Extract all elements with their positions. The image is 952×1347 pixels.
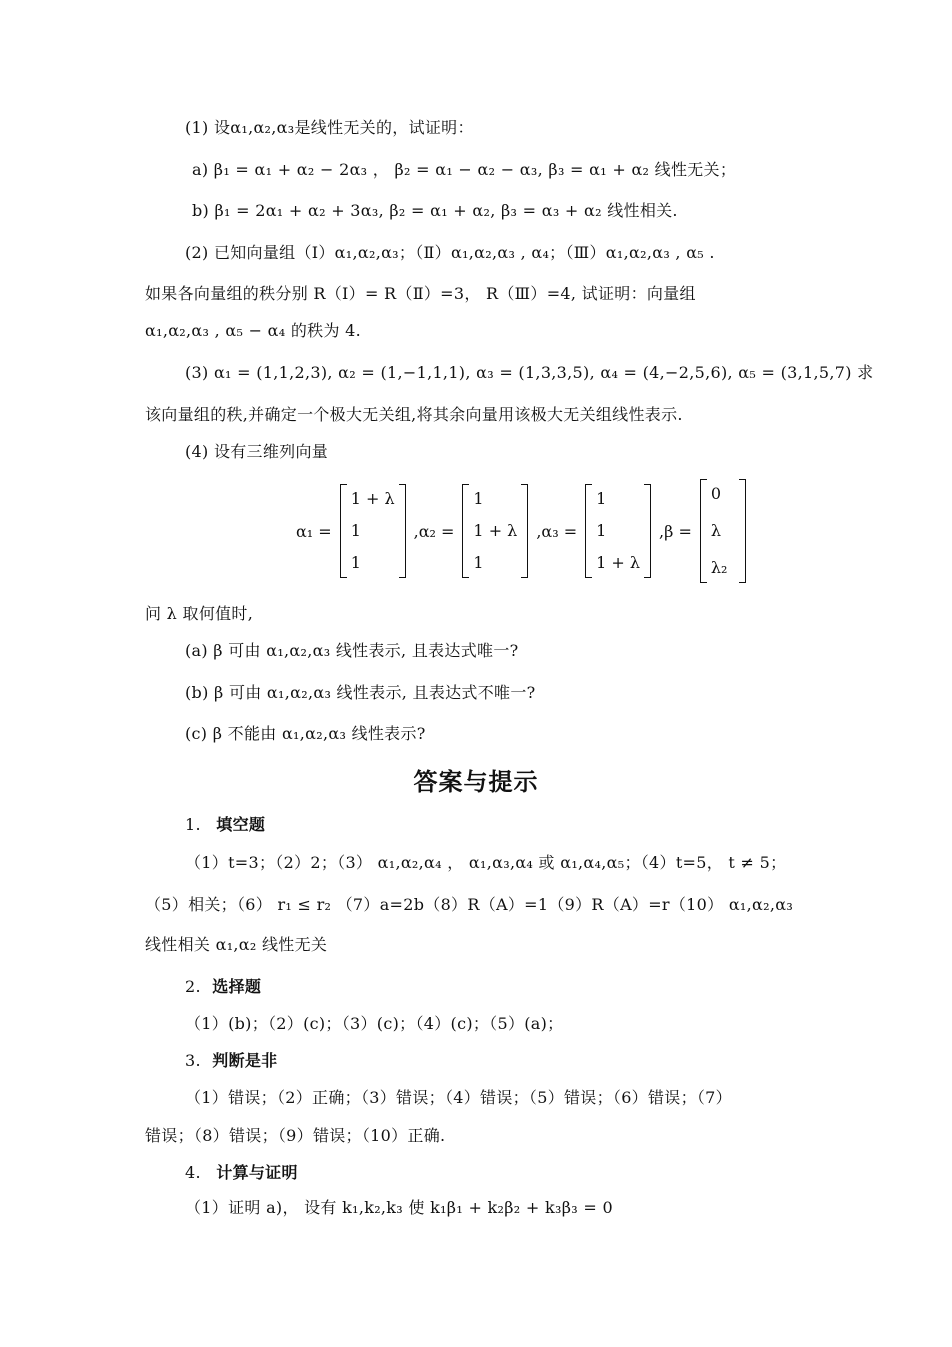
alpha2-entry: 1 (473, 489, 484, 508)
problem-2-line-1: (2) 已知向量组（Ⅰ）α₁,α₂,α₃；（Ⅱ）α₁,α₂,α₃ , α₄；（Ⅲ）α₁,α₂,α₃ , α₅ . (185, 243, 715, 262)
alpha1-entry: 1 (350, 553, 361, 572)
answers-title: 答案与提示 (413, 768, 539, 796)
problem-2-line-2: 如果各向量组的秩分别 R（Ⅰ）= R（Ⅱ）=3， R（Ⅲ）=4, 试证明：向量组 (145, 284, 696, 303)
problem-4-c: (c) β 不能由 α₁,α₂,α₃ 线性表示? (185, 724, 426, 743)
alpha3-entry: 1 + λ (596, 553, 641, 572)
alpha3-entry: 1 (596, 521, 607, 540)
section-3-line-1: （1）错误；（2）正确；（3）错误；（4）错误；（5）错误；（6）错误；（7） (185, 1088, 732, 1107)
section-4-line-1: （1）证明 a)， 设有 k₁,k₂,k₃ 使 k₁β₁ + k₂β₂ + k₃β₃ = 0 (185, 1198, 613, 1217)
problem-3-line-1: (3) α₁ = (1,1,2,3), α₂ = (1,−1,1,1), α₃ = (1,3,3,5), α₄ = (4,−2,5,6), α₅ = (3,1,5,7) 求 (185, 363, 874, 382)
alpha1-entry: 1 (350, 521, 361, 540)
alpha2-vector (462, 484, 528, 578)
section-4-title: 计算与证明 (216, 1163, 298, 1182)
section-3-heading (185, 1051, 277, 1071)
beta-label: ,β = (659, 521, 692, 541)
problem-1-intro: (1) 设α₁,α₂,α₃是线性无关的，试证明： (185, 118, 474, 137)
problem-4-line-1: (4) 设有三维列向量 (185, 442, 329, 461)
problem-4-a: (a) β 可由 α₁,α₂,α₃ 线性表示, 且表达式唯一? (185, 641, 519, 660)
section-1-line-3: 线性相关 α₁,α₂ 线性无关 (145, 935, 328, 954)
problem-4-question: 问 λ 取何值时, (145, 604, 254, 623)
alpha3-entry: 1 (596, 489, 607, 508)
section-1-line-1: （1）t=3；（2）2；（3） α₁,α₂,α₄ ， α₁,α₃,α₄ 或 α₁,α₄,α₅；（4）t=5， t ≠ 5； (185, 853, 787, 872)
section-4-heading (185, 1163, 298, 1183)
alpha3-vector (585, 484, 651, 578)
vector-definitions (290, 478, 748, 584)
alpha2-entry: 1 (473, 553, 484, 572)
problem-4-b: (b) β 可由 α₁,α₂,α₃ 线性表示, 且表达式不唯一? (185, 683, 536, 702)
alpha2-label: ,α₂ = (413, 521, 455, 541)
problem-3-line-2: 该向量组的秩,并确定一个极大无关组,将其余向量用该极大无关组线性表示. (145, 405, 683, 424)
beta-entry: 0 (710, 484, 722, 503)
section-1-line-2: （5）相关；（6） r₁ ≤ r₂ （7）a=2b（8）R（A）=1（9）R（A）=r（10） α₁,α₂,α₃ (145, 895, 794, 914)
problem-2-line-3: α₁,α₂,α₃ , α₅ − α₄ 的秩为 4. (145, 321, 362, 340)
section-3-number: 3. (185, 1051, 201, 1070)
section-1-title: 填空题 (216, 815, 266, 834)
problem-1-a: a) β₁ = α₁ + α₂ − 2α₃ ， β₂ = α₁ − α₂ − α₃, β₃ = α₁ + α₂ 线性无关； (192, 160, 737, 179)
section-1-number: 1. (185, 815, 201, 834)
beta-entry: λ (710, 521, 721, 540)
section-3-line-2: 错误；（8）错误；（9）错误；（10）正确. (145, 1126, 446, 1145)
alpha1-vector (340, 484, 406, 578)
problem-1-b: b) β₁ = 2α₁ + α₂ + 3α₃, β₂ = α₁ + α₂, β₃ = α₃ + α₂ 线性相关. (192, 201, 678, 220)
section-3-title: 判断是非 (212, 1051, 278, 1070)
section-2-line-1: （1）(b)；（2）(c)；（3）(c)；（4）(c)；（5）(a)； (185, 1014, 564, 1033)
alpha1-entry: 1 + λ (350, 489, 395, 508)
beta-entry: λ₂ (710, 558, 728, 577)
alpha2-entry: 1 + λ (473, 521, 518, 540)
section-2-title: 选择题 (212, 977, 262, 996)
section-2-heading (185, 977, 261, 997)
alpha1-label: α₁ = (296, 521, 332, 541)
beta-vector (700, 479, 746, 583)
section-1-heading (185, 815, 265, 835)
section-2-number: 2. (185, 977, 201, 996)
alpha3-label: ,α₃ = (536, 521, 578, 541)
section-4-number: 4. (185, 1163, 201, 1182)
